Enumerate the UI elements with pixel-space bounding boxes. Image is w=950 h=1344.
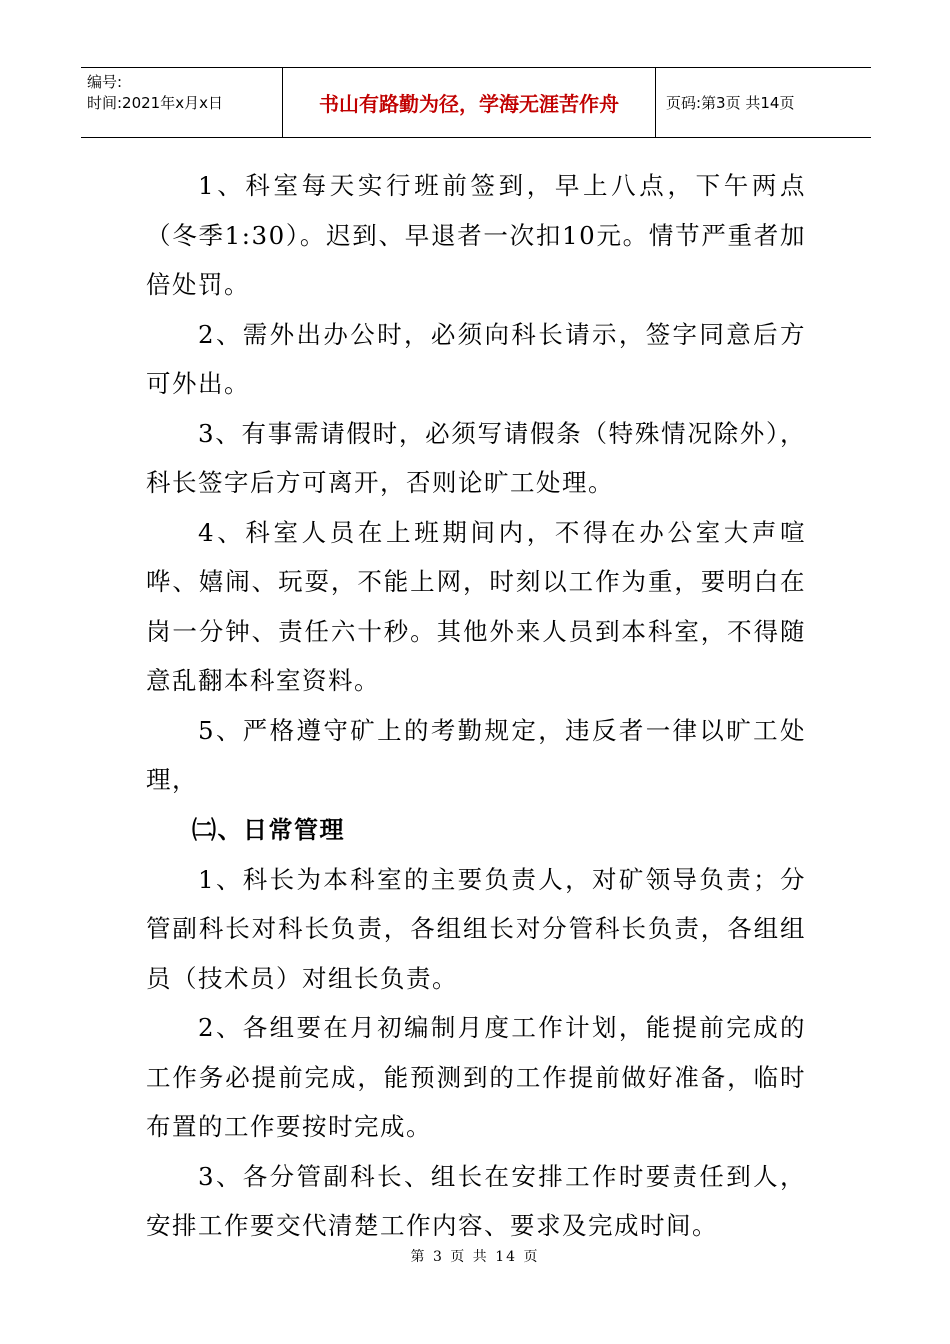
document-header [81,67,871,138]
paragraph: 2、各组要在月初编制月度工作计划，能提前完成的工作务必提前完成，能预测到的工作提前做好准备，临时布置的工作要按时完成。 [146,1013,806,1141]
paragraph: 1、科长为本科室的主要负责人，对矿领导负责；分管副科长对科长负责，各组组长对分管科长负责，各组组员（技术员）对组长负责。 [146,864,806,993]
paragraph: 5、严格遵守矿上的考勤规定，违反者一律以旷工处理， [146,715,806,794]
number-label: 编号: [87,73,123,91]
motto-text: 书山有路勤为径，学海无涯苦作舟 [319,92,619,116]
paragraph: 1、科室每天实行班前签到，早上八点，下午两点（冬季1:30）。迟到、早退者一次扣10元。情节严重者加倍处罚。 [146,171,806,299]
paragraph: 2、需外出办公时，必须向科长请示，签字同意后方可外出。 [146,319,806,398]
page-footer [0,1246,950,1266]
page-info: 页码:第3页 共14页 [666,94,795,112]
paragraph: 3、有事需请假时，必须写请假条（特殊情况除外），科长签字后方可离开，否则论旷工处理。 [146,418,806,497]
paragraph: 4、科室人员在上班期间内，不得在办公室大声喧哗、嬉闹、玩耍，不能上网，时刻以工作为重，要明白在岗一分钟、责任六十秒。其他外来人员到本科室，不得随意乱翻本科室资料。 [146,517,806,695]
time-label: 时间:2021年x月x日 [87,94,223,112]
header-page-cell [656,68,871,137]
paragraph: 3、各分管副科长、组长在安排工作时要责任到人，安排工作要交代清楚工作内容、要求及完成时间。 [146,1161,806,1240]
header-meta-cell [81,68,283,137]
document-body [146,161,806,1251]
section-heading: ㈡、日常管理 [192,815,345,844]
footer-page-number: 第 3 页 共 14 页 [410,1249,540,1265]
header-motto-cell [283,68,656,137]
